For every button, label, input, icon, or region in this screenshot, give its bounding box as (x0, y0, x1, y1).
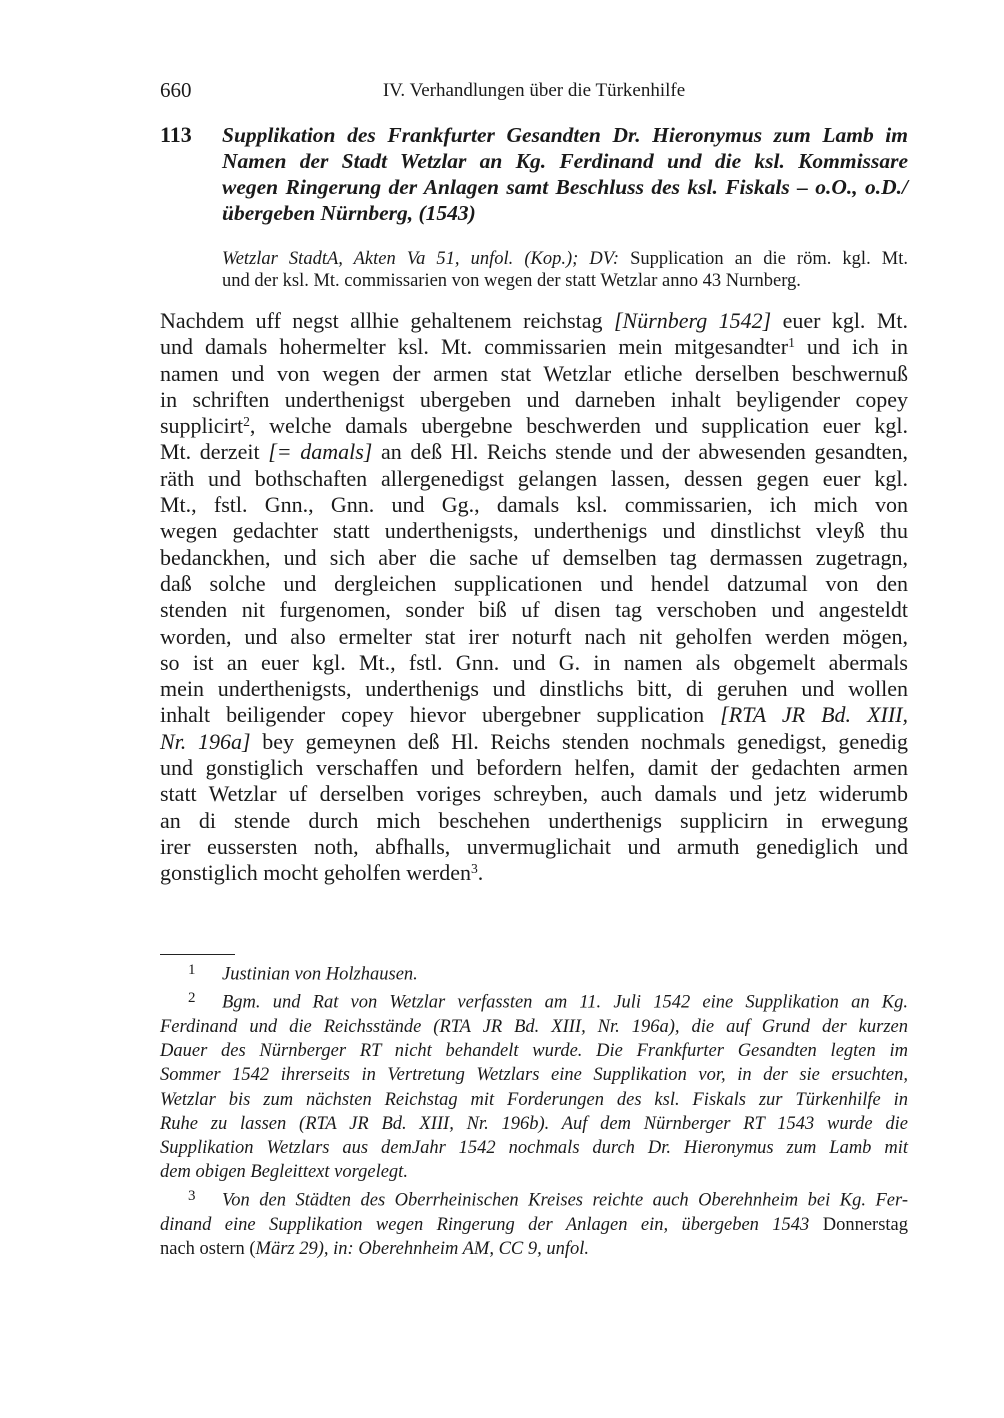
text-segment: supplicirt (160, 413, 244, 439)
italic-segment: Supplikation Wetzlars aus demJahr 1542 nochmals durch Dr. Hieronymus zum Lamb mit (160, 1137, 908, 1158)
text-line (160, 466, 908, 492)
text-line (160, 571, 908, 597)
text-line (160, 597, 908, 623)
italic-segment: Justinian von Holzhausen. (222, 964, 418, 985)
text-segment: und der ksl. Mt. commissarien von wegen der statt Wetzlar anno 43 Nurnberg. (222, 271, 801, 291)
footnotes (160, 958, 908, 1261)
italic-segment: [Nürnberg 1542] (613, 308, 772, 333)
footnote-number: 1 (188, 962, 196, 978)
italic-segment: dinand eine Supplikation wegen Ringerung der Anlagen ein, übergeben 1543 (160, 1214, 810, 1235)
text-segment: in schriften underthenigst ubergeben und darneben inhalt beyligender copey (160, 386, 908, 412)
italic-segment: Ruhe zu lassen (RTA JR Bd. XIII, Nr. 196b). Auf dem Nürnberger RT 1543 wurde die (160, 1113, 908, 1134)
title-line: wegen Ringerung der Anlagen samt Beschluss des ksl. Fiskals – o.O., o.D./ (222, 175, 908, 199)
text-segment: so ist an euer kgl. Mt., fstl. Gnn. und G. in namen als obgemelt abermals (160, 649, 908, 675)
footnote-reference: 1 (788, 335, 795, 351)
source-note (222, 248, 908, 292)
text-line (160, 387, 908, 413)
footnote-reference: 3 (470, 861, 478, 877)
footnote-number: 2 (188, 990, 196, 1007)
italic-segment: Ferdinand und die Reichsstände (RTA JR Bd. XIII, Nr. 196a), die auf Grund der kurzen (160, 1016, 908, 1037)
text-segment: gonstiglich mocht geholfen werden (160, 860, 471, 886)
text-line (160, 755, 908, 781)
text-segment: nach ostern ( (160, 1238, 256, 1259)
text-segment: und gonstiglich verschaffen und befordern helfen, damit der gedachten armen (160, 755, 908, 781)
text-segment: an di stende durch mich beschehen underthenigs supplicirn in erwegung (160, 807, 908, 833)
italic-segment: Dauer des Nürnberger RT nicht behandelt wurde. Die Frankfurter Gesandten legten im (160, 1041, 908, 1062)
text-segment: . (477, 860, 484, 886)
text-line (160, 729, 908, 755)
document-title (222, 122, 908, 226)
text-line (160, 1015, 908, 1039)
text-line (160, 702, 908, 728)
text-segment: wegen gedachter statt underthenigsts, underthenigs und dinstlichst vleyß thu (160, 518, 908, 544)
page-number: 660 (160, 78, 192, 102)
text-line (160, 860, 908, 886)
text-line (222, 270, 908, 292)
italic-segment: [RTA JR Bd. XIII, (720, 702, 908, 728)
text-segment: räth und bothschaften allergenedigst gelangen lassen, dessen gegen euer kgl. (160, 465, 908, 491)
text-segment: , welche damals ubergebne beschwerden und supplication euer kgl. (249, 413, 908, 439)
text-line (160, 439, 908, 465)
text-line (160, 413, 908, 439)
text-line (160, 1184, 908, 1212)
text-segment: namen und von wegen der armen stat Wetzlar etliche derselben beschwernuß (160, 360, 908, 386)
text-segment: und ich in (794, 334, 908, 360)
italic-segment: Von den Städten des Oberrheinischen Kreises reichte auch Oberehnheim bei Kg. Fer- (222, 1190, 908, 1211)
italic-segment: März 29), in: Oberehnheim AM, CC 9, unfol. (255, 1238, 590, 1259)
text-segment: Mt., fstl. Gnn., Gnn. und Gg., damals ksl. commissarien, ich mich von (160, 492, 908, 518)
running-title: IV. Verhandlungen über die Türkenhilfe (382, 80, 686, 101)
text-line (160, 308, 908, 334)
text-line (160, 781, 908, 807)
text-line (160, 361, 908, 387)
text-segment: Donnerstag (809, 1214, 908, 1235)
italic-segment: Bgm. und Rat von Wetzlar verfassten am 11. Juli 1542 eine Supplikation an Kg. (222, 992, 908, 1013)
text-line (160, 624, 908, 650)
footnote-rule (160, 954, 235, 955)
text-line (160, 1136, 908, 1160)
italic-segment: Wetzlar bis zum nächsten Reichstag mit Forderungen des ksl. Fiskals zur Türkenhilfe in (160, 1089, 908, 1110)
title-line: übergeben Nürnberg, (1543) (222, 201, 476, 225)
text-line (160, 1039, 908, 1063)
title-line: Supplikation des Frankfurter Gesandten Dr. Hieronymus zum Lamb im (222, 123, 908, 147)
running-header (160, 78, 908, 106)
text-segment: bedanckhen, und sich aber die sache uf demselben tag dermassen zugetragn, (160, 544, 908, 570)
text-line (160, 492, 908, 518)
footnote-reference: 2 (243, 414, 250, 430)
text-segment: Mt. derzeit (160, 439, 269, 465)
text-line (160, 1112, 908, 1136)
text-line (160, 545, 908, 571)
text-line (160, 676, 908, 702)
italic-segment: dem obigen Begleittext vorgelegt. (160, 1162, 408, 1183)
text-segment: euer kgl. Mt. (771, 308, 908, 333)
text-line (160, 1063, 908, 1087)
text-line (160, 1088, 908, 1112)
text-segment: inhalt beiligender copey hievor ubergebner supplication (160, 702, 721, 728)
title-line: Namen der Stadt Wetzlar an Kg. Ferdinand und die ksl. Kommissare (222, 149, 908, 173)
text-line (160, 650, 908, 676)
text-segment: und damals hohermelter ksl. Mt. commissarien mein mitgesandter (160, 334, 789, 360)
italic-segment: [= damals] (268, 439, 373, 465)
text-segment: irer eussersten noth, abfhalls, unvermuglichait und armuth genediglich und (160, 833, 908, 859)
body-text (160, 308, 908, 887)
text-segment: Nachdem uff negst allhie gehaltenem reichstag (160, 308, 614, 333)
text-segment: bey gemeynen deß Hl. Reichs stenden nochmals genedigst, genedig (250, 728, 908, 754)
text-segment: an deß Hl. Reichs stende und der abwesenden gesandten, (372, 439, 908, 465)
text-line (160, 518, 908, 544)
text-line (160, 334, 908, 360)
italic-segment: Nr. 196a] (160, 728, 251, 754)
italic-segment: Sommer 1542 ihrerseits in Vertretung Wetzlars eine Supplikation vor, in der sie ersuchten, (160, 1065, 908, 1086)
text-segment: daß solche und dergleichen supplicationen und hendel datzumal von den (160, 570, 908, 596)
document-number: 113 (160, 122, 192, 147)
italic-segment: Wetzlar StadtA, Akten Va 51, unfol. (Kop.); DV: (222, 249, 620, 269)
text-line (160, 834, 908, 860)
text-line (160, 1213, 908, 1237)
text-line (160, 1160, 908, 1184)
text-segment: statt Wetzlar uf derselben voriges schreyben, auch damals und jetz widerumb (160, 781, 908, 807)
text-segment: Supplication an die röm. kgl. Mt. (619, 249, 908, 269)
text-line (222, 248, 908, 270)
text-segment: mein underthenigsts, underthenigs und dinstlichs bitt, di geruhen und wollen (160, 676, 908, 702)
footnote-number: 3 (188, 1188, 196, 1205)
text-line (160, 808, 908, 834)
text-segment: stenden nit furgenomen, sonder biß uf disen tag verschoben und angesteldt (160, 597, 908, 623)
text-line (160, 986, 908, 1014)
text-line (160, 1237, 908, 1261)
text-segment: worden, und also ermelter stat irer noturft nach nit geholfen werden mögen, (160, 623, 908, 649)
text-line (160, 958, 908, 986)
